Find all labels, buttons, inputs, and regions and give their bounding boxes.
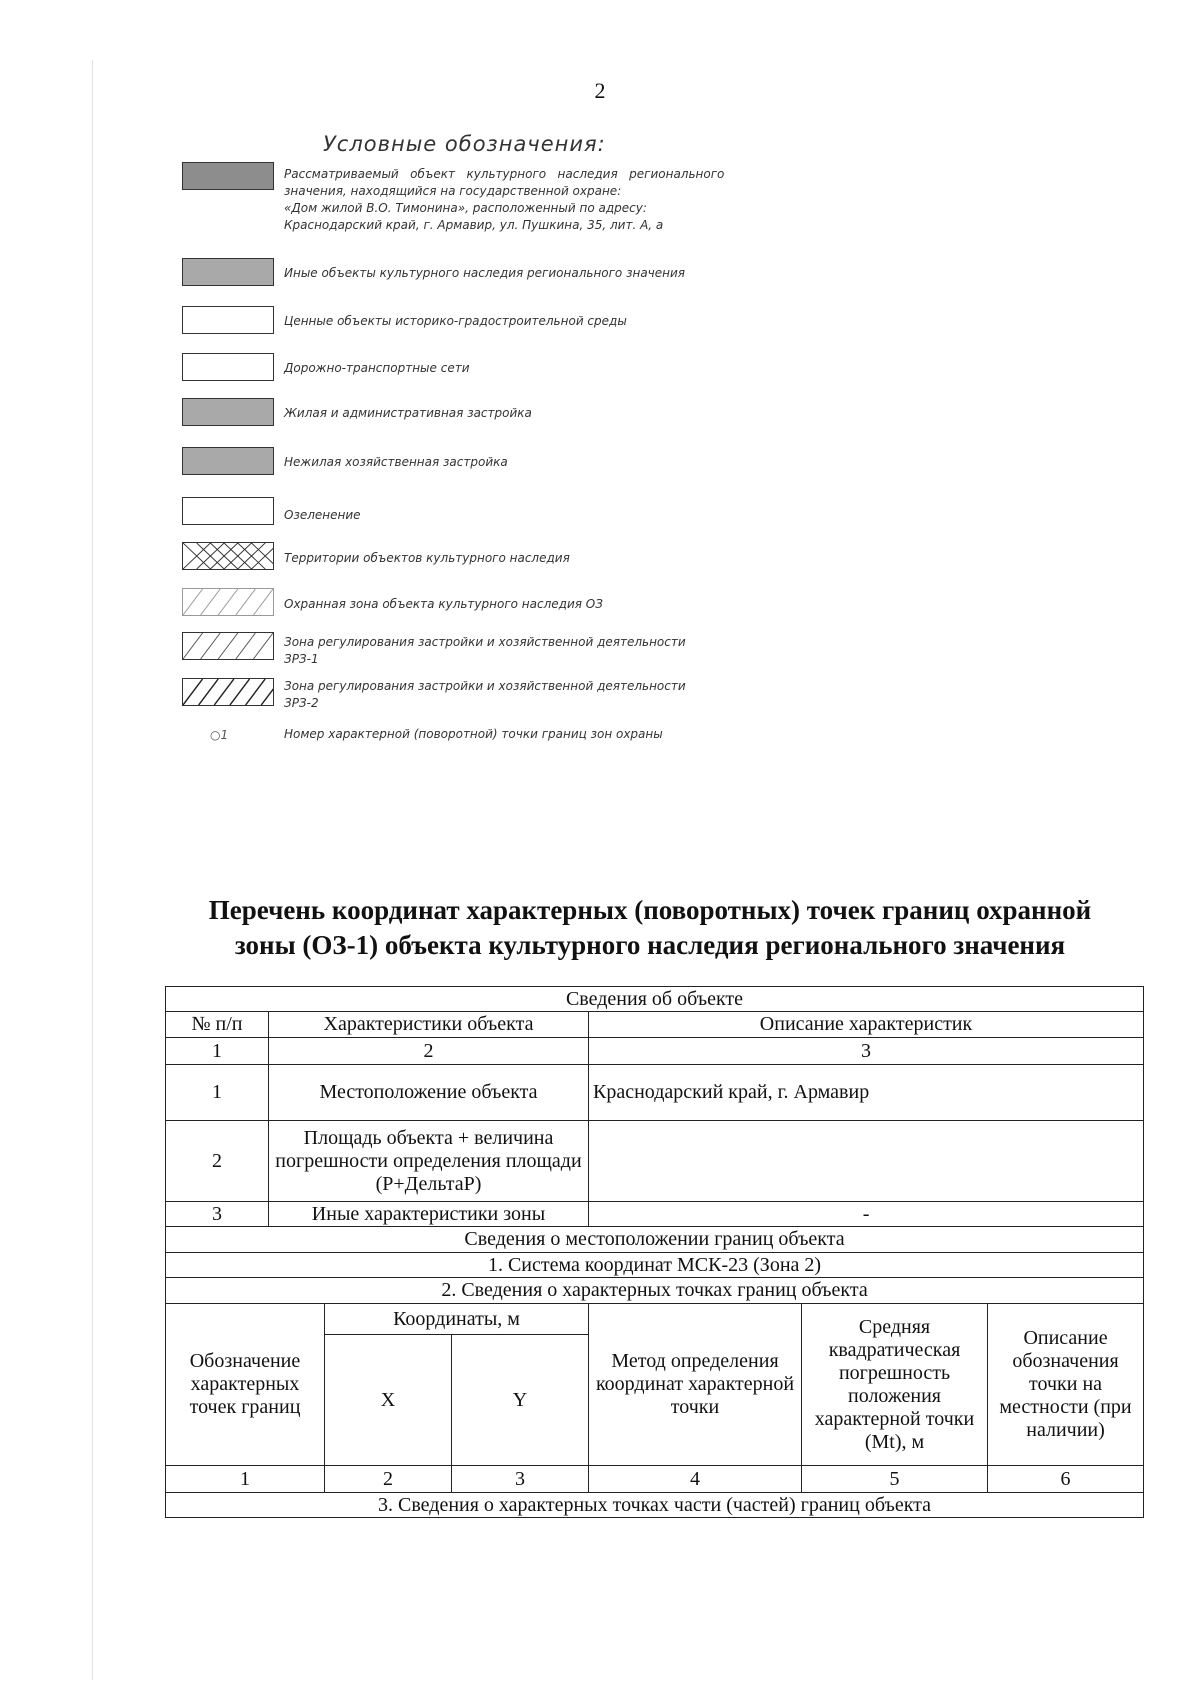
legend-text-greenery: Озеленение: [284, 508, 361, 522]
coordinate-system: 1. Система координат МСК-23 (Зона 2): [166, 1253, 1144, 1278]
legend-swatch-road-network: [182, 353, 274, 381]
legend-text-non-residential: Нежилая хозяйственная застройка: [284, 455, 508, 469]
page-number: 2: [594, 78, 606, 103]
column-header-designation: Обозначение характерных точек границ: [166, 1304, 325, 1466]
legend-swatch-heritage-territories: [182, 542, 274, 570]
table-row: [166, 1012, 1144, 1038]
legend-text-other-heritage: Иные объекты культурного наследия регионального значения: [284, 266, 686, 280]
legend-text-point-number: Номер характерной (поворотной) точки границ зон охраны: [284, 727, 663, 741]
legend-point-marker: ○1: [210, 728, 229, 742]
table-row: [166, 1121, 1144, 1202]
row-description: -: [589, 1202, 1144, 1227]
points-index-cell: 3: [452, 1466, 589, 1493]
row-characteristic: Площадь объекта + величина погрешности определения площади (Р+ДельтаР): [269, 1121, 589, 1202]
column-header-error: Средняя квадратическая погрешность положения характерной точки (Mt), м: [802, 1304, 988, 1466]
index-cell: 1: [166, 1038, 269, 1065]
index-cell: 3: [589, 1038, 1144, 1065]
legend-text-zrz-2: Зона регулирования застройки и хозяйственной деятельности ЗРЗ-2: [284, 679, 686, 710]
legend-swatch-protection-zone: [182, 588, 274, 616]
parts-header: 3. Сведения о характерных точках части (частей) границ объекта: [166, 1493, 1144, 1518]
row-description: [589, 1121, 1144, 1202]
table-row: [166, 1065, 1144, 1121]
legend-swatch-valuable-objects: [182, 306, 274, 334]
column-header-coordinates: Координаты, м: [325, 1304, 589, 1335]
legend-text-valuable-objects: Ценные объекты историко-градостроительной среды: [284, 314, 627, 328]
row-description: Краснодарский край, г. Армавир: [589, 1065, 1144, 1121]
points-index-cell: 5: [802, 1466, 988, 1493]
legend-swatch-zrz-2: [182, 678, 274, 706]
object-info-header: Сведения об объекте: [166, 987, 1144, 1012]
legend-text-subject-object: Рассматриваемый объект культурного наследия регионального значения, находящийся на государственной охране: «Дом жилой В.О. Тимонина», расположенный по адресу: Краснодарский край, г. Армавир, ул. Пушкина, 35, лит. А, а: [284, 167, 725, 232]
legend-text-residential: Жилая и административная застройка: [284, 406, 532, 420]
row-characteristic: Местоположение объекта: [269, 1065, 589, 1121]
column-header-description: Описание характеристик: [589, 1012, 1144, 1038]
row-number: 2: [166, 1121, 269, 1202]
table-row: [166, 1278, 1144, 1304]
legend-text-protection-zone: Охранная зона объекта культурного наследия ОЗ: [284, 597, 603, 611]
points-index-cell: 6: [988, 1466, 1144, 1493]
location-header: Сведения о местоположении границ объекта: [166, 1227, 1144, 1253]
table-row: [166, 1227, 1144, 1253]
column-header-x: X: [325, 1335, 452, 1466]
table-row: [166, 1253, 1144, 1278]
page-margin-line: [92, 60, 93, 1680]
legend-text-heritage-territories: Территории объектов культурного наследия: [284, 551, 570, 565]
column-header-method: Метод определения координат характерной точки: [589, 1304, 802, 1466]
legend-title: Условные обозначения:: [323, 132, 606, 156]
index-cell: 2: [269, 1038, 589, 1065]
legend-swatch-non-residential: [182, 447, 274, 475]
legend-swatch-residential: [182, 398, 274, 426]
legend-swatch-other-heritage: [182, 258, 274, 286]
row-characteristic: Иные характеристики зоны: [269, 1202, 589, 1227]
table-row: [166, 987, 1144, 1012]
table-row: [166, 1038, 1144, 1065]
table-row: [166, 1466, 1144, 1493]
object-info-table: [165, 986, 1144, 1518]
points-index-cell: 4: [589, 1466, 802, 1493]
table-row: [166, 1202, 1144, 1227]
legend-swatch-subject-object: [182, 162, 274, 190]
legend-text-road-network: Дорожно-транспортные сети: [284, 361, 470, 375]
points-index-cell: 2: [325, 1466, 452, 1493]
coordinates-list-title: [0, 893, 1200, 963]
legend-text-zrz-1: Зона регулирования застройки и хозяйственной деятельности ЗРЗ-1: [284, 635, 686, 666]
column-header-characteristics: Характеристики объекта: [269, 1012, 589, 1038]
legend-swatch-greenery: [182, 497, 274, 525]
row-number: 3: [166, 1202, 269, 1227]
column-header-point-description: Описание обозначения точки на местности (при наличии): [988, 1304, 1144, 1466]
table-row: [166, 1304, 1144, 1335]
row-number: 1: [166, 1065, 269, 1121]
coordinates-list-title-line-2: зоны (ОЗ-1) объекта культурного наследия регионального значения: [234, 930, 1066, 960]
coordinates-list-title-line-1: Перечень координат характерных (поворотных) точек границ охранной: [208, 895, 1092, 925]
column-header-number: № п/п: [166, 1012, 269, 1038]
column-header-y: Y: [452, 1335, 589, 1466]
points-index-cell: 1: [166, 1466, 325, 1493]
points-header: 2. Сведения о характерных точках границ объекта: [166, 1278, 1144, 1304]
table-row: [166, 1493, 1144, 1518]
legend-swatch-zrz-1: [182, 632, 274, 660]
